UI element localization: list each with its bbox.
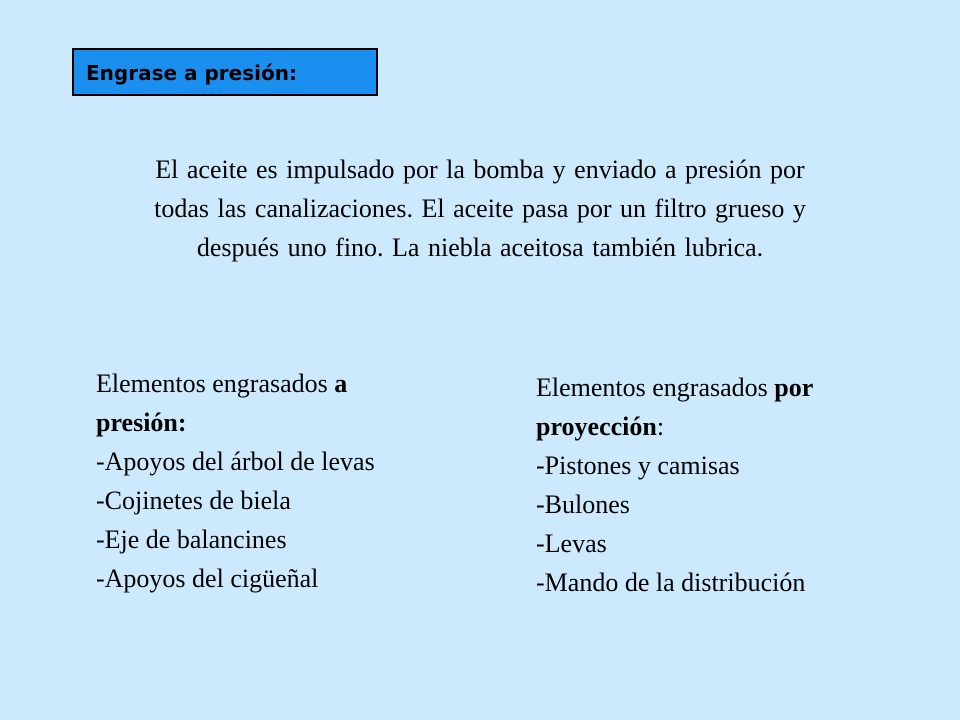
list-item: -Levas — [536, 529, 607, 558]
heading-emphasis: proyección — [536, 412, 657, 441]
list-item: -Apoyos del cigüeñal — [96, 564, 319, 593]
heading-emphasis: por — [774, 373, 814, 402]
list-item: -Apoyos del árbol de levas — [96, 447, 375, 476]
list-heading-cont — [536, 407, 813, 446]
list-item: -Cojinetes de biela — [96, 486, 291, 515]
intro-line: El aceite es impulsado por la bomba y enviado a presión por — [155, 155, 805, 184]
intro-line: después uno fino. La niebla aceitosa también lubrica. — [196, 233, 764, 262]
intro-line: todas las canalizaciones. El aceite pasa por un filtro grueso y — [154, 194, 806, 223]
list-item: -Pistones y camisas — [536, 451, 740, 480]
list-item: -Bulones — [536, 490, 630, 519]
slide-title: Engrase a presión: — [86, 61, 297, 85]
heading-text: Elementos engrasados — [96, 369, 335, 398]
list-heading — [96, 364, 375, 403]
pressure-lubricated-list — [96, 364, 375, 598]
title-box — [72, 48, 378, 96]
list-heading — [536, 368, 813, 407]
list-item: -Eje de balancines — [96, 525, 287, 554]
list-item: -Mando de la distribución — [536, 568, 806, 597]
list-heading-cont — [96, 403, 375, 442]
projection-lubricated-list — [536, 368, 813, 602]
intro-paragraph — [60, 150, 900, 267]
heading-emphasis: presión: — [96, 408, 187, 437]
heading-suffix: : — [656, 412, 665, 441]
heading-text: Elementos engrasados — [536, 373, 775, 402]
heading-emphasis: a — [334, 369, 348, 398]
